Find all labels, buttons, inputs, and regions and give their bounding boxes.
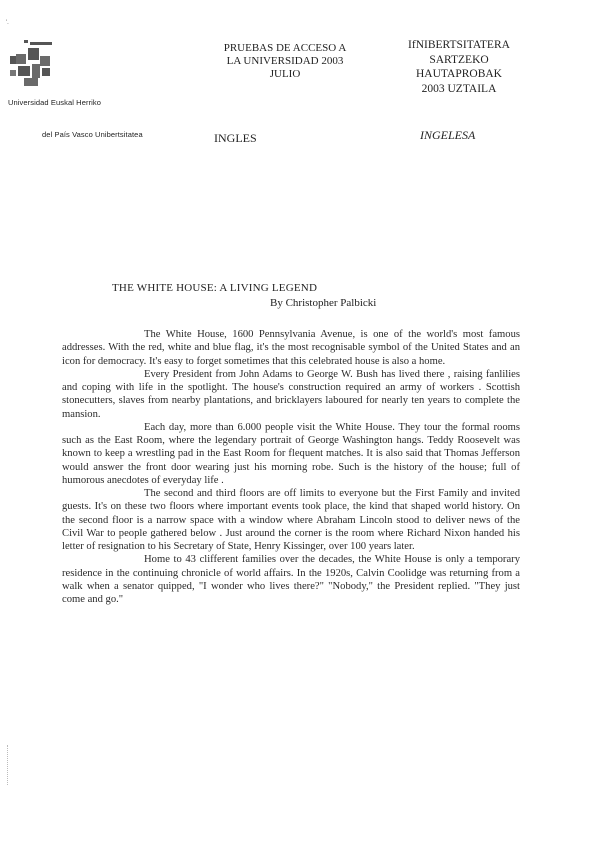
- university-logo: [8, 40, 52, 88]
- exam-header-line: LA UNIVERSIDAD 2003: [226, 55, 344, 67]
- university-name-eu: del País Vasco Unibertsitatea: [42, 130, 143, 139]
- exam-header-basque: [400, 38, 518, 96]
- article-author: By Christopher Palbicki: [270, 297, 377, 309]
- margin-scan-mark: [7, 745, 9, 785]
- exam-header-line: HAUTAPROBAK: [416, 68, 502, 80]
- article-paragraph: The White House, 1600 Pennsylvania Avenue, is one of the world's most famous addresses. With the red, white and blue flag, it's the most recognisable symbol of the United States and an icon for democracy. It's easy to forget sometimes that this celebrated house is also a home.: [62, 329, 520, 367]
- exam-header-line: 2003 UZTAILA: [421, 82, 497, 95]
- article-paragraph: Home to 43 clifferent families over the decades, the White House is only a temporary residence in the continuing chronicle of world affairs. In the 1920s, Calvin Coolidge was returning from a walk when a senator quipped, "I wonder who lives there?" "Nobody," the President replied. "They just come and go.": [62, 554, 520, 605]
- university-name-es: Universidad Euskal Herriko: [8, 98, 102, 107]
- exam-header-line: PRUEBAS DE ACCESO A: [223, 42, 347, 54]
- exam-header-spanish: [205, 42, 365, 81]
- exam-header-line: JULIO: [269, 68, 301, 80]
- article-paragraph: Each day, more than 6.000 people visit the White House. They tour the formal rooms such as the East Room, where the legendary portrait of George Washington hangs. Teddy Roosevelt was known to keep a wrestling pad in the East Room for flequent matches. It is also said that Thomas Jefferson would answer the front door wearing just his morning robe. Such is the history of the house; full of humorous anecdotes of everyday life .: [62, 421, 520, 486]
- article-paragraph: The second and third floors are off limits to everyone but the First Family and invited guests. It's on these two floors where important events took place, the kind that shaped world history. On the second floor is a narrow space with a window where Abraham Lincoln stood to deliver news of the Civil War to people gathered below . Just around the corner is the room where Richard Nixon handed his letter of resignation to his Secretary of State, Henry Kissinger, over 100 years later.: [62, 488, 520, 552]
- article-paragraph: Every President from John Adams to George W. Bush has lived there , raising fanlilies and coping with life in the spotlight. The house's construction required an army of workers . Scottish stonecutters, slaves from nearby plantations, and bricklayers laboured for nearly ten years to complete the mansion.: [62, 368, 520, 420]
- article-body: [62, 328, 520, 606]
- exam-header-line: IfNIBERTSITATERA: [408, 39, 510, 51]
- article-title: THE WHITE HOUSE: A LIVING LEGEND: [112, 282, 318, 294]
- corner-mark: '.: [6, 20, 9, 26]
- subject-basque: INGELESA: [420, 128, 476, 142]
- exam-header-line: SARTZEKO: [429, 53, 489, 66]
- subject-spanish: INGLES: [214, 131, 257, 145]
